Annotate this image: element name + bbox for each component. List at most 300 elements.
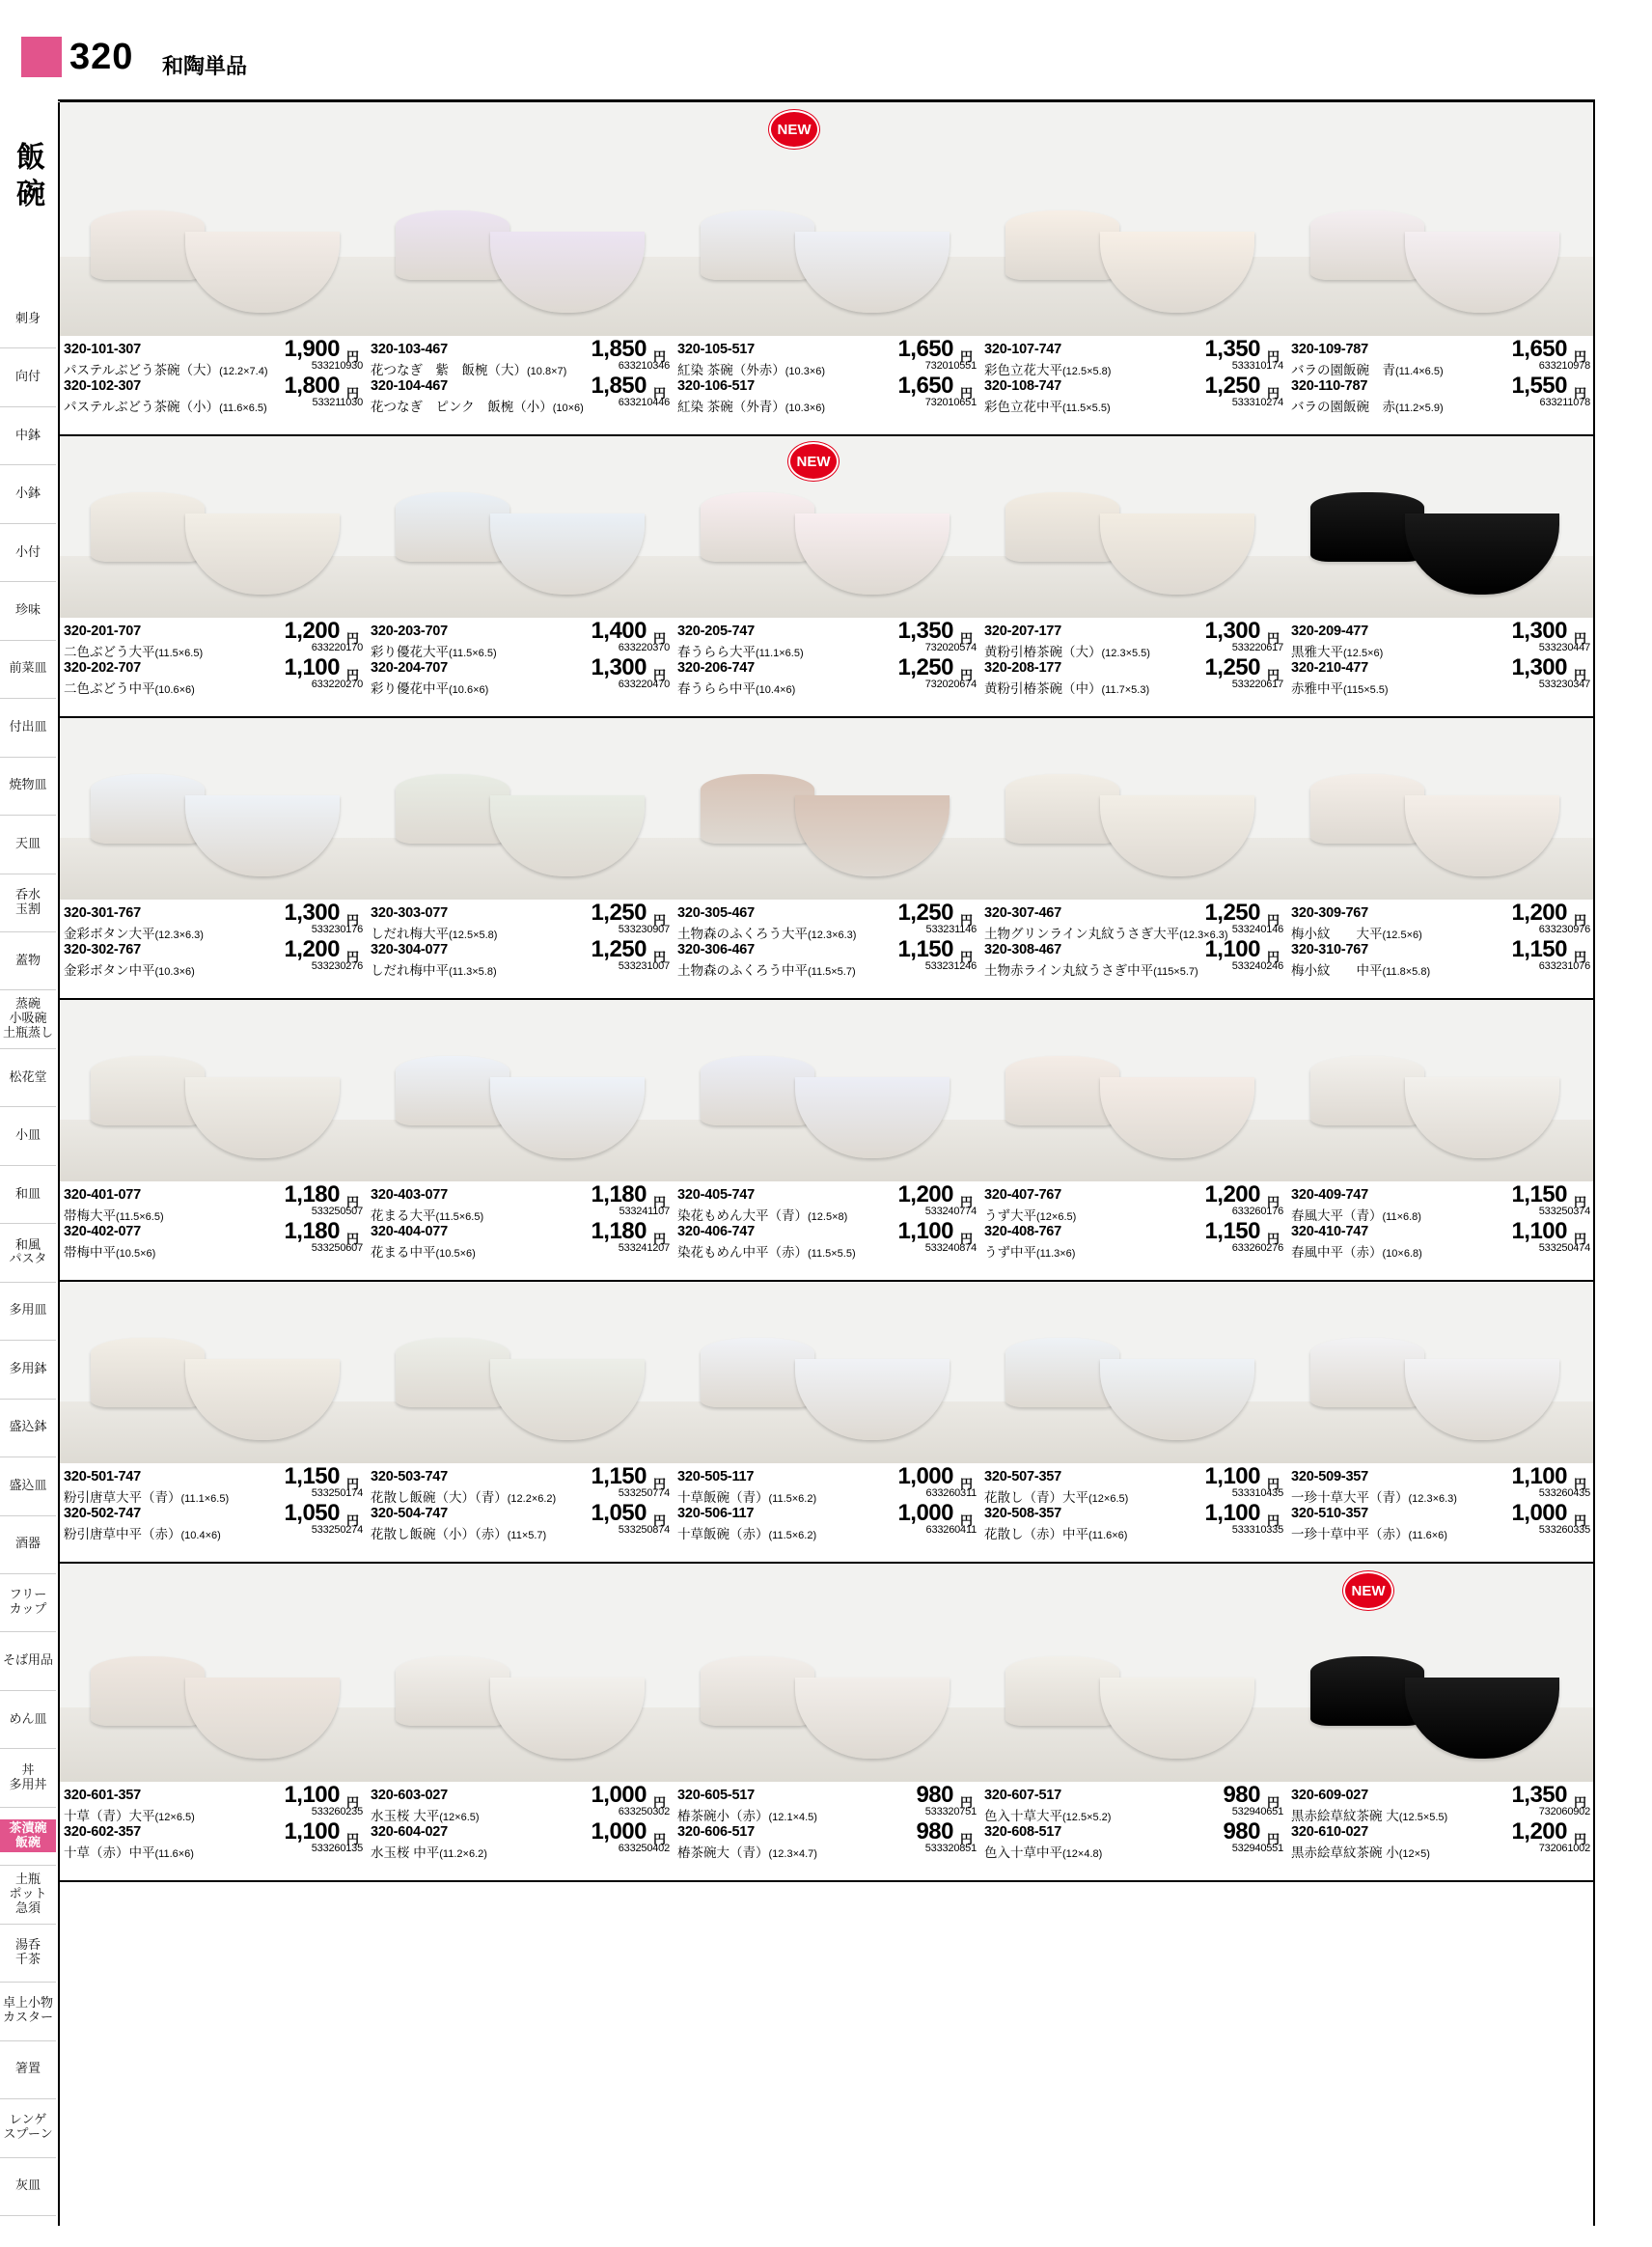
- product-entry[interactable]: [677, 1818, 978, 1860]
- product-entry[interactable]: [677, 373, 978, 414]
- side-tab-divider: [0, 1690, 56, 1691]
- product-entry[interactable]: [984, 1818, 1285, 1860]
- product-code: 320-508-357: [984, 1506, 1062, 1521]
- side-tab-23[interactable]: そば用品: [2, 1652, 53, 1668]
- caption-block: [60, 336, 1593, 434]
- product-code: 320-207-177: [984, 624, 1062, 639]
- product-size: (10.3×6): [785, 366, 826, 377]
- product-jan-code: 533250174: [311, 1487, 363, 1499]
- side-tab-divider: [0, 1573, 56, 1574]
- product-entry[interactable]: [677, 1463, 978, 1505]
- side-tab-divider: [0, 1924, 56, 1925]
- product-description: 土物森のふくろう大平(12.3×6.3): [677, 927, 857, 941]
- product-entry[interactable]: [984, 654, 1285, 696]
- product-caption-column: [371, 336, 672, 414]
- product-description: 二色ぶどう大平(11.5×6.5): [64, 645, 204, 659]
- product-caption-column: [64, 1181, 365, 1260]
- price-currency-unit: 円: [1573, 631, 1586, 646]
- side-tab-8[interactable]: 焼物皿: [9, 777, 47, 792]
- price-currency-unit: 円: [959, 1232, 973, 1246]
- side-tab-divider: [0, 347, 56, 348]
- product-code: 320-302-767: [64, 942, 142, 957]
- page-header: [0, 0, 1652, 101]
- price-currency-unit: 円: [652, 1513, 666, 1528]
- product-entry[interactable]: [677, 1782, 978, 1823]
- product-entry[interactable]: [1291, 1218, 1592, 1260]
- product-jan-code: 633210446: [618, 397, 670, 408]
- product-description: 紅染 茶碗（外赤）(10.3×6): [677, 363, 826, 377]
- product-price: 1,000: [897, 1500, 953, 1526]
- product-price: 1,180: [591, 1218, 647, 1244]
- side-tab-divider: [0, 581, 56, 582]
- product-size: (12.3×6.3): [1179, 929, 1228, 941]
- product-description: 黄粉引椿茶碗（中）(11.7×5.3): [984, 681, 1150, 696]
- product-caption-column: [64, 900, 365, 978]
- product-entry[interactable]: [1291, 336, 1592, 377]
- product-code: 320-103-467: [371, 342, 449, 357]
- product-entry[interactable]: [64, 936, 365, 978]
- price-currency-unit: 円: [1573, 1795, 1586, 1810]
- side-tab-0[interactable]: 刺身: [14, 310, 41, 325]
- product-size: (11.5×6.2): [768, 1493, 817, 1505]
- product-size: (12.2×7.4): [219, 366, 268, 377]
- product-entry[interactable]: [64, 618, 365, 659]
- product-description: 十草飯碗（赤）(11.5×6.2): [677, 1527, 817, 1541]
- side-tab-divider: [0, 1982, 56, 1983]
- product-jan-code: 633220370: [618, 642, 670, 653]
- product-size: (11.5×5.5): [808, 1248, 856, 1260]
- caption-block: [60, 1463, 1593, 1562]
- product-price: 1,050: [284, 1500, 340, 1526]
- side-tab-19[interactable]: 盛込鉢: [9, 1419, 47, 1434]
- product-price: 1,200: [897, 1181, 953, 1207]
- product-description: 花つなぎ ピンク 飯椀（小）(10×6): [371, 400, 584, 414]
- product-caption-column: [1291, 1463, 1592, 1541]
- product-entry[interactable]: [371, 1500, 672, 1541]
- product-row: [60, 436, 1593, 718]
- product-size: (11.4×6.5): [1395, 366, 1444, 377]
- product-entry[interactable]: [371, 936, 672, 978]
- product-jan-code: 533320851: [924, 1843, 977, 1854]
- product-code: 320-502-747: [64, 1506, 142, 1521]
- product-description: 一珍十草中平（赤）(11.6×6): [1291, 1527, 1447, 1541]
- product-entry[interactable]: [371, 373, 672, 414]
- side-tab-25[interactable]: 丼 多用丼: [9, 1762, 47, 1791]
- product-code: 320-104-467: [371, 378, 449, 394]
- product-entry[interactable]: [1291, 1782, 1592, 1823]
- product-size: (11.6×6): [154, 1848, 194, 1860]
- price-currency-unit: 円: [652, 668, 666, 682]
- product-caption-column: [64, 336, 365, 414]
- product-size: (12.3×4.7): [768, 1848, 817, 1860]
- product-code: 320-202-707: [64, 660, 142, 676]
- product-description: うず大平(12×6.5): [984, 1208, 1077, 1223]
- product-price: 1,150: [897, 936, 953, 962]
- product-size: (12.3×6.3): [154, 929, 204, 941]
- product-entry[interactable]: [677, 900, 978, 941]
- price-currency-unit: 円: [652, 1195, 666, 1209]
- product-code: 320-404-077: [371, 1224, 449, 1239]
- product-jan-code: 633250402: [618, 1843, 670, 1854]
- product-entry[interactable]: [984, 936, 1285, 978]
- price-currency-unit: 円: [652, 631, 666, 646]
- product-description: 金彩ボタン大平(12.3×6.3): [64, 927, 204, 941]
- price-currency-unit: 円: [1266, 913, 1280, 928]
- product-caption-column: [677, 336, 978, 414]
- product-jan-code: 533230907: [618, 924, 670, 935]
- product-size: (12×6.5): [154, 1812, 195, 1823]
- side-tab-12[interactable]: 蒸碗 小吸碗 土瓶蒸し: [2, 996, 53, 1040]
- product-description: 水玉桜 大平(12×6.5): [371, 1809, 480, 1823]
- product-size: (10.5×6): [116, 1248, 156, 1260]
- side-tab-3[interactable]: 小鉢: [14, 485, 41, 501]
- product-code: 320-301-767: [64, 905, 142, 921]
- product-description: しだれ梅大平(12.5×5.8): [371, 927, 498, 941]
- product-price: 1,000: [1511, 1500, 1567, 1526]
- product-code: 320-602-357: [64, 1824, 142, 1840]
- product-size: (11.5×6.5): [154, 648, 204, 659]
- side-tab-26[interactable]: 茶漬碗 飯碗: [0, 1819, 56, 1852]
- price-currency-unit: 円: [1266, 631, 1280, 646]
- product-entry[interactable]: [1291, 1500, 1592, 1541]
- price-currency-unit: 円: [1266, 1477, 1280, 1491]
- product-entry[interactable]: [64, 654, 365, 696]
- product-entry[interactable]: [984, 336, 1285, 377]
- side-tab-13[interactable]: 松花堂: [9, 1068, 47, 1084]
- product-code: 320-407-767: [984, 1187, 1062, 1203]
- side-tab-divider: [0, 1399, 56, 1400]
- product-jan-code: 532940651: [1231, 1806, 1283, 1817]
- product-entry[interactable]: [64, 1500, 365, 1541]
- product-code: 320-608-517: [984, 1824, 1062, 1840]
- price-currency-unit: 円: [1266, 668, 1280, 682]
- product-description: 土物森のふくろう中平(11.5×5.7): [677, 963, 856, 978]
- product-code: 320-410-747: [1291, 1224, 1369, 1239]
- product-description: 椿茶碗小（赤）(12.1×4.5): [677, 1809, 817, 1823]
- side-tab-divider: [0, 523, 56, 524]
- product-size: (12.5×6): [1382, 929, 1422, 941]
- product-code: 320-504-747: [371, 1506, 449, 1521]
- product-jan-code: 533241207: [618, 1242, 670, 1254]
- product-price: 1,180: [591, 1181, 647, 1207]
- product-jan-code: 633220270: [311, 679, 363, 690]
- page-number: 320: [69, 37, 134, 77]
- product-jan-code: 533250274: [311, 1524, 363, 1536]
- new-badge: NEW: [769, 110, 819, 149]
- side-tab-18[interactable]: 多用鉢: [9, 1360, 47, 1375]
- side-tab-24[interactable]: めん皿: [9, 1710, 47, 1726]
- product-entry[interactable]: [677, 1181, 978, 1223]
- product-caption-column: [984, 336, 1285, 414]
- product-price: 1,250: [1204, 373, 1260, 399]
- product-description: 水玉桜 中平(11.2×6.2): [371, 1845, 487, 1860]
- product-price: 1,250: [1204, 900, 1260, 926]
- product-caption-column: [64, 1782, 365, 1860]
- product-entry[interactable]: [64, 1782, 365, 1823]
- product-jan-code: 633260411: [925, 1524, 977, 1536]
- product-price: 1,250: [591, 900, 647, 926]
- product-entry[interactable]: [1291, 900, 1592, 941]
- product-entry[interactable]: [64, 1463, 365, 1505]
- product-description: パステルぶどう茶碗（小）(11.6×6.5): [64, 400, 267, 414]
- product-entry[interactable]: [371, 1818, 672, 1860]
- product-entry[interactable]: [677, 336, 978, 377]
- side-tab-27[interactable]: 土瓶 ポット 急須: [9, 1872, 47, 1915]
- product-jan-code: 533230176: [311, 924, 363, 935]
- product-size: (10×6): [552, 402, 584, 414]
- product-entry[interactable]: [677, 654, 978, 696]
- side-index-vertical-title: 飯 碗: [16, 142, 45, 210]
- product-photo-band: [60, 102, 1593, 336]
- product-entry[interactable]: [1291, 936, 1592, 978]
- product-entry[interactable]: [677, 1218, 978, 1260]
- product-entry[interactable]: [677, 1500, 978, 1541]
- product-price: 1,200: [284, 618, 340, 644]
- product-description: 春うらら中平(10.4×6): [677, 681, 796, 696]
- price-currency-unit: 円: [1573, 1195, 1586, 1209]
- side-tab-divider: [0, 464, 56, 465]
- product-size: (11.5×5.7): [808, 966, 856, 978]
- product-entry[interactable]: [1291, 618, 1592, 659]
- product-description: 花つなぎ 紫 飯椀（大）(10.8×7): [371, 363, 567, 377]
- product-jan-code: 533231007: [618, 960, 670, 972]
- product-caption-column: [371, 1782, 672, 1860]
- product-price: 1,250: [897, 654, 953, 680]
- product-jan-code: 533240246: [1231, 960, 1283, 972]
- product-code: 320-305-467: [677, 905, 756, 921]
- product-price: 980: [916, 1818, 953, 1845]
- product-entry[interactable]: [64, 373, 365, 414]
- product-entry[interactable]: [984, 1782, 1285, 1823]
- product-entry[interactable]: [371, 654, 672, 696]
- product-jan-code: 533260435: [1538, 1487, 1590, 1499]
- product-price: 1,000: [591, 1818, 647, 1845]
- product-description: 染花もめん中平（赤）(11.5×5.5): [677, 1245, 856, 1260]
- product-entry[interactable]: [371, 1463, 672, 1505]
- product-code: 320-403-077: [371, 1187, 449, 1203]
- product-size: (11.1×6.5): [180, 1493, 230, 1505]
- product-size: (11.7×5.3): [1101, 684, 1150, 696]
- price-currency-unit: 円: [345, 668, 359, 682]
- product-description: しだれ梅中平(11.3×5.8): [371, 963, 497, 978]
- product-price: 1,100: [1511, 1463, 1567, 1489]
- product-code: 320-607-517: [984, 1788, 1062, 1803]
- price-currency-unit: 円: [1573, 386, 1586, 401]
- product-entry[interactable]: [984, 1181, 1285, 1223]
- product-entry[interactable]: [371, 900, 672, 941]
- product-description: 色入十草大平(12.5×5.2): [984, 1809, 1112, 1823]
- product-code: 320-206-747: [677, 660, 756, 676]
- product-price: 1,250: [1204, 654, 1260, 680]
- side-tab-21[interactable]: 酒器: [14, 1536, 41, 1551]
- product-code: 320-610-027: [1291, 1824, 1369, 1840]
- side-tab-divider: [0, 2040, 56, 2041]
- product-code: 320-510-357: [1291, 1506, 1369, 1521]
- product-caption-column: [1291, 1782, 1592, 1860]
- product-caption-column: [984, 1181, 1285, 1260]
- product-price: 1,000: [897, 1463, 953, 1489]
- product-entry[interactable]: [371, 1782, 672, 1823]
- caption-block: [60, 900, 1593, 998]
- product-jan-code: 533220617: [1231, 642, 1283, 653]
- product-entry[interactable]: [64, 1218, 365, 1260]
- product-description: 黒赤絵草紋茶碗 小(12×5): [1291, 1845, 1430, 1860]
- product-entry[interactable]: [64, 900, 365, 941]
- product-caption-column: [677, 1463, 978, 1541]
- product-description: 花散し飯碗（大）（青）(12.2×6.2): [371, 1490, 557, 1505]
- product-size: (12×6.5): [1036, 1211, 1077, 1223]
- product-jan-code: 533250607: [311, 1242, 363, 1254]
- side-tab-4[interactable]: 小付: [14, 543, 41, 559]
- side-tab-14[interactable]: 小皿: [14, 1127, 41, 1143]
- product-jan-code: 533241107: [619, 1206, 670, 1217]
- product-code: 320-109-787: [1291, 342, 1369, 357]
- product-price: 1,850: [591, 373, 647, 399]
- price-currency-unit: 円: [652, 386, 666, 401]
- side-tab-9[interactable]: 天皿: [14, 835, 41, 850]
- side-tab-29[interactable]: 卓上小物 カスター: [2, 1995, 53, 2025]
- product-caption-column: [64, 1463, 365, 1541]
- price-currency-unit: 円: [1573, 950, 1586, 964]
- side-tab-15[interactable]: 和皿: [14, 1185, 41, 1201]
- product-code: 320-605-517: [677, 1788, 756, 1803]
- product-entry[interactable]: [984, 373, 1285, 414]
- product-size: (10.3×6): [154, 966, 195, 978]
- product-code: 320-506-117: [677, 1506, 755, 1521]
- price-currency-unit: 円: [1266, 1232, 1280, 1246]
- price-currency-unit: 円: [345, 1832, 359, 1846]
- price-currency-unit: 円: [1573, 1513, 1586, 1528]
- product-size: (10.6×6): [154, 684, 195, 696]
- product-entry[interactable]: [64, 1818, 365, 1860]
- product-jan-code: 533310174: [1231, 360, 1283, 372]
- product-entry[interactable]: [984, 1500, 1285, 1541]
- product-jan-code: 533260235: [311, 1806, 363, 1817]
- side-tab-30[interactable]: 箸置: [14, 2061, 41, 2076]
- side-tab-divider: [0, 1340, 56, 1341]
- side-tab-11[interactable]: 蓋物: [14, 952, 41, 967]
- product-jan-code: 533230347: [1538, 679, 1590, 690]
- product-code: 320-507-357: [984, 1469, 1062, 1484]
- product-entry[interactable]: [371, 1181, 672, 1223]
- side-tab-5[interactable]: 珍味: [14, 602, 41, 617]
- product-description: 一珍十草大平（青）(12.3×6.3): [1291, 1490, 1457, 1505]
- product-code: 320-205-747: [677, 624, 756, 639]
- product-entry[interactable]: [677, 618, 978, 659]
- side-tab-1[interactable]: 向付: [14, 369, 41, 384]
- product-price: 1,300: [1511, 654, 1567, 680]
- product-description: パステルぶどう茶碗（大）(12.2×7.4): [64, 363, 268, 377]
- side-tab-10[interactable]: 呑水 玉割: [14, 886, 41, 916]
- product-size: (10.5×6): [435, 1248, 476, 1260]
- side-tab-divider: [0, 757, 56, 758]
- product-code: 320-105-517: [677, 342, 756, 357]
- product-entry[interactable]: [1291, 654, 1592, 696]
- product-size: (12×6.5): [439, 1812, 480, 1823]
- product-jan-code: 633220470: [618, 679, 670, 690]
- product-entry[interactable]: [1291, 373, 1592, 414]
- product-size: (11.2×6.2): [439, 1848, 487, 1860]
- product-size: (115×5.5): [1343, 684, 1389, 696]
- product-entry[interactable]: [984, 1218, 1285, 1260]
- side-tab-17[interactable]: 多用皿: [9, 1302, 47, 1318]
- product-entry[interactable]: [371, 618, 672, 659]
- side-tab-16[interactable]: 和風 パスタ: [9, 1236, 47, 1266]
- product-caption-column: [984, 900, 1285, 978]
- side-tab-2[interactable]: 中鉢: [14, 427, 41, 442]
- product-entry[interactable]: [1291, 1181, 1592, 1223]
- side-tab-32[interactable]: 灰皿: [14, 2178, 41, 2193]
- product-jan-code: 533250507: [311, 1206, 363, 1217]
- product-jan-code: 633210346: [618, 360, 670, 372]
- product-entry[interactable]: [64, 336, 365, 377]
- side-tab-20[interactable]: 盛込皿: [9, 1477, 47, 1492]
- product-jan-code: 732020674: [924, 679, 977, 690]
- product-size: (12.3×5.5): [1101, 648, 1150, 659]
- product-description: 彩り優花大平(11.5×6.5): [371, 645, 497, 659]
- product-size: (10.4×6): [756, 684, 796, 696]
- product-size: (12.3×6.3): [1408, 1493, 1457, 1505]
- product-price: 1,100: [1511, 1218, 1567, 1244]
- product-entry[interactable]: [984, 900, 1285, 941]
- product-price: 1,550: [1511, 373, 1567, 399]
- product-entry[interactable]: [677, 936, 978, 978]
- side-tab-28[interactable]: 湯呑 千茶: [14, 1936, 41, 1966]
- product-size: (11.6×6): [1088, 1530, 1128, 1541]
- product-price: 1,150: [1511, 1181, 1567, 1207]
- product-entry[interactable]: [64, 1181, 365, 1223]
- side-tab-7[interactable]: 付出皿: [9, 718, 47, 734]
- side-tab-22[interactable]: フリー カップ: [9, 1587, 47, 1617]
- product-row: [60, 1282, 1593, 1564]
- product-jan-code: 533310335: [1231, 1524, 1283, 1536]
- side-tab-6[interactable]: 前菜皿: [9, 660, 47, 676]
- side-tab-divider: [0, 698, 56, 699]
- product-description: 彩色立花中平(11.5×5.5): [984, 400, 1111, 414]
- product-entry[interactable]: [371, 1218, 672, 1260]
- product-price: 1,200: [284, 936, 340, 962]
- side-index: [0, 101, 60, 2247]
- product-entry[interactable]: [371, 336, 672, 377]
- side-tab-31[interactable]: レンゲ スプーン: [3, 2112, 53, 2142]
- side-tab-divider: [0, 1106, 56, 1107]
- product-description: 花まる大平(11.5×6.5): [371, 1208, 484, 1223]
- product-entry[interactable]: [984, 618, 1285, 659]
- product-entry[interactable]: [1291, 1818, 1592, 1860]
- product-entry[interactable]: [984, 1463, 1285, 1505]
- product-code: 320-102-307: [64, 378, 142, 394]
- product-caption-column: [984, 618, 1285, 696]
- product-jan-code: 633260276: [1231, 1242, 1283, 1254]
- product-jan-code: 633260311: [925, 1487, 977, 1499]
- product-description: 金彩ボタン中平(10.3×6): [64, 963, 195, 978]
- product-jan-code: 732010651: [924, 397, 977, 408]
- side-tab-divider: [0, 640, 56, 641]
- product-description: 紅染 茶碗（外青）(10.3×6): [677, 400, 826, 414]
- product-price: 1,100: [1204, 1500, 1260, 1526]
- product-size: (11.5×6.2): [768, 1530, 817, 1541]
- product-description: 染花もめん大平（青）(12.5×8): [677, 1208, 848, 1223]
- product-caption-column: [677, 618, 978, 696]
- product-jan-code: 533260135: [311, 1843, 363, 1854]
- product-jan-code: 732010551: [924, 360, 977, 372]
- product-description: 帯梅大平(11.5×6.5): [64, 1208, 164, 1223]
- product-jan-code: 633231076: [1538, 960, 1590, 972]
- product-price: 1,300: [591, 654, 647, 680]
- product-caption-column: [1291, 336, 1592, 414]
- product-jan-code: 533231146: [925, 924, 977, 935]
- product-entry[interactable]: [1291, 1463, 1592, 1505]
